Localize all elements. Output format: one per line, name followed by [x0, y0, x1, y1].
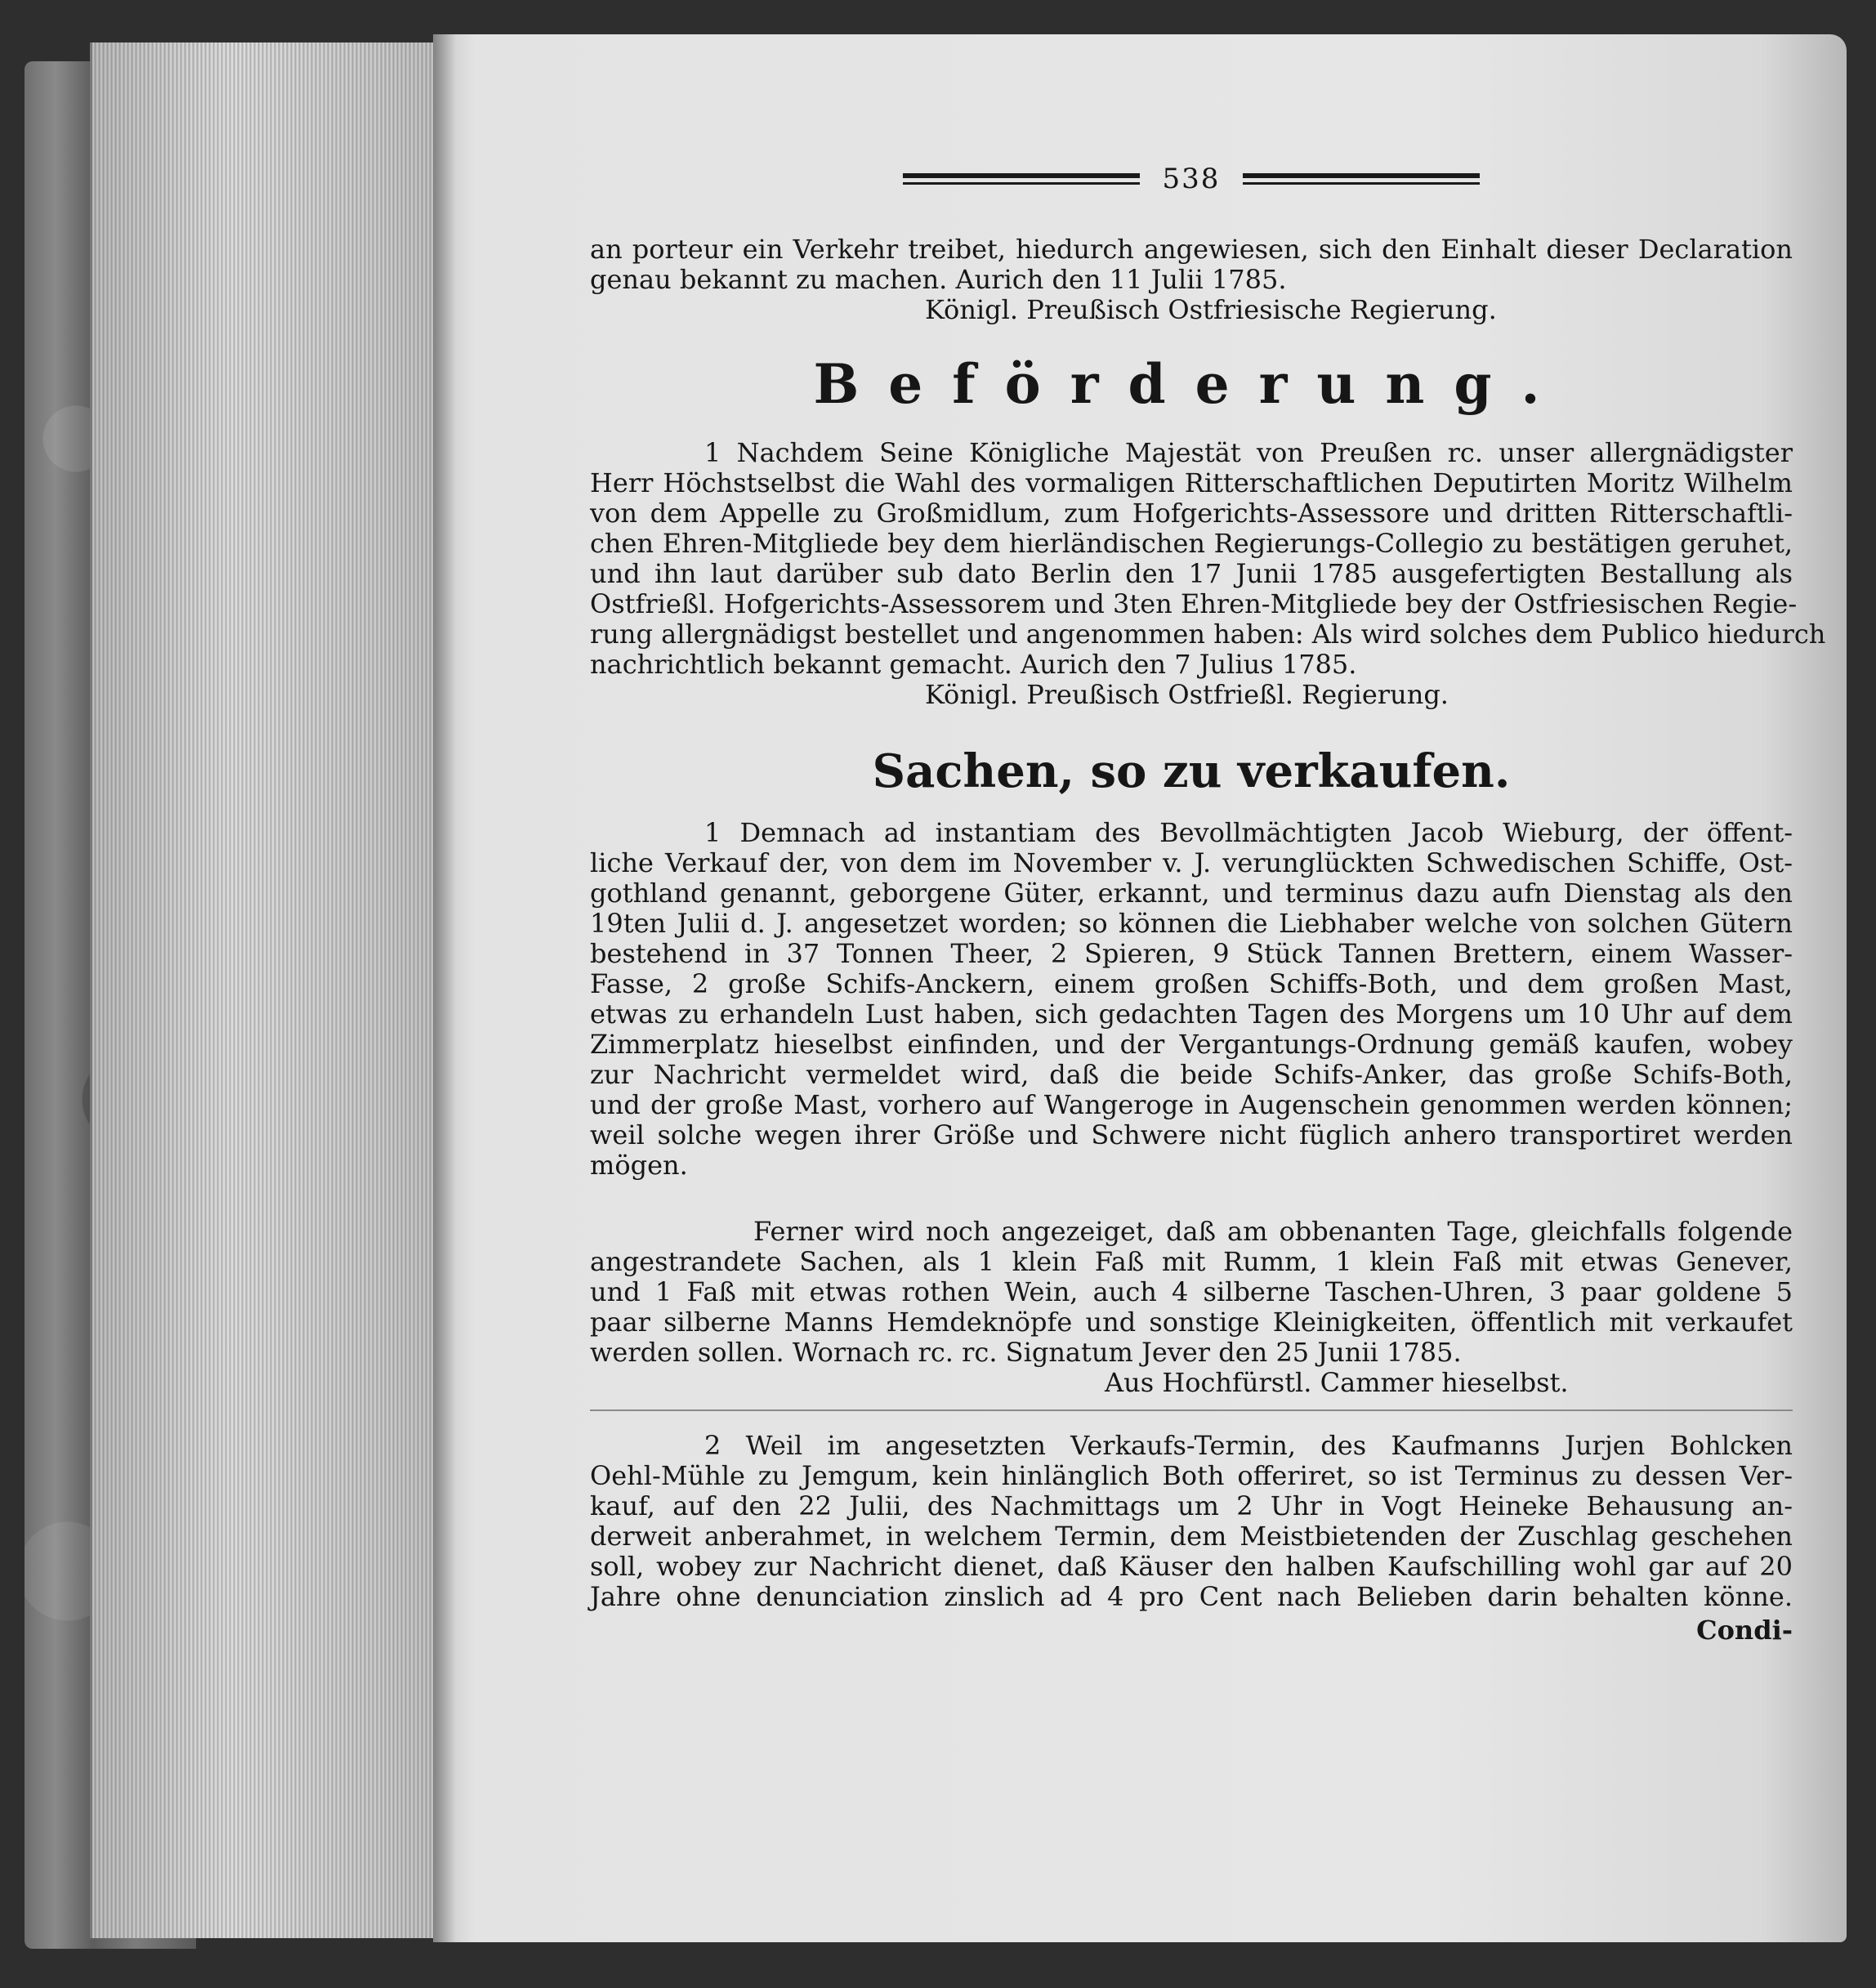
text-line: derweit anberahmet, in welchem Termin, dem Meistbietenden der Zuschlag geschehen — [590, 1521, 1793, 1552]
text-line: Herr Höchstselbst die Wahl des vormaligen Ritterschaftlichen Deputirten Moritz Wilhelm — [590, 467, 1793, 498]
text-line: gothland genannt, geborgene Güter, erkannt, und terminus dazu aufn Dienstag als den — [590, 878, 1793, 909]
text-line: an porteur ein Verkehr treibet, hiedurch angewiesen, sich den Einhalt dieser Declaration — [590, 234, 1793, 265]
text-line: 2 Weil im angesetzten Verkaufs-Termin, des Kaufmanns Jurjen Bohlcken — [704, 1430, 1793, 1461]
header-rule-right — [1243, 173, 1480, 185]
section-heading-befoerderung: Beförderung. — [813, 352, 1570, 416]
text-line: mögen. — [590, 1150, 688, 1181]
catchword: Condi- — [1696, 1615, 1793, 1646]
text-line: 1 Nachdem Seine Königliche Majestät von Preußen rc. unser allergnädigster — [704, 437, 1793, 468]
signature: Königl. Preußisch Ostfrießl. Regierung. — [925, 679, 1449, 710]
text-line: werden sollen. Wornach rc. rc. Signatum Jever den 25 Junii 1785. — [590, 1337, 1462, 1368]
section-heading-sachen: Sachen, so zu verkaufen. — [872, 744, 1511, 798]
text-line: und der große Mast, vorhero auf Wangeroge in Augenschein genommen werden können; — [590, 1089, 1793, 1120]
gutter-shadow — [433, 34, 456, 1942]
text-line: chen Ehren-Mitgliede bey dem hierländischen Regierungs-Collegio zu bestätigen geruhet, — [590, 528, 1793, 559]
text-line: Ferner wird noch angezeiget, daß am obbenanten Tage, gleichfalls folgende — [753, 1216, 1793, 1247]
text-line: liche Verkauf der, von dem im November v. J. verunglückten Schwedischen Schiffe, Ost- — [590, 847, 1793, 878]
text-line: von dem Appelle zu Großmidlum, zum Hofgerichts-Assessore und dritten Ritterschaftli- — [590, 498, 1793, 529]
text-line: genau bekannt zu machen. Aurich den 11 Julii 1785. — [590, 264, 1287, 295]
paragraph-gap — [590, 1181, 1793, 1217]
text-line: 1 Demnach ad instantiam des Bevollmächtigten Jacob Wieburg, der öffent- — [704, 817, 1793, 848]
text-line: etwas zu erhandeln Lust haben, sich gedachten Tagen des Morgens um 10 Uhr auf dem — [590, 998, 1793, 1030]
signature: Königl. Preußisch Ostfriesische Regierung. — [925, 294, 1497, 325]
continuation-paragraph — [590, 235, 1793, 325]
text-line: paar silberne Manns Hemdeknöpfe und sonstige Kleinigkeiten, öffentlich mit verkaufet — [590, 1307, 1793, 1338]
text-line: Jahre ohne denunciation zinslich ad 4 pro Cent nach Belieben darin behalten könne. — [590, 1581, 1793, 1612]
page-number: 538 — [1162, 163, 1221, 195]
item2-paragraph — [590, 1431, 1793, 1646]
text-line: kauf, auf den 22 Julii, des Nachmittags um 2 Uhr in Vogt Heineke Behausung an- — [590, 1490, 1793, 1521]
section-divider — [590, 1409, 1793, 1411]
text-line: 19ten Julii d. J. angesetzet worden; so können die Liebhaber welche von solchen Gütern — [590, 908, 1793, 939]
text-line: Fasse, 2 große Schifs-Anckern, einem großen Schiffs-Both, und dem großen Mast, — [590, 968, 1793, 999]
text-line: Ostfrießl. Hofgerichts-Assessorem und 3ten Ehren-Mitgliede bey der Ostfriesischen Regie- — [590, 588, 1798, 619]
signature: Aus Hochfürstl. Cammer hieselbst. — [1105, 1367, 1569, 1398]
section1-paragraph — [590, 437, 1826, 710]
text-line: nachrichtlich bekannt gemacht. Aurich den 7 Julius 1785. — [590, 649, 1357, 680]
text-line: Zimmerplatz hieselbst einfinden, und der Vergantungs-Ordnung gemäß kaufen, wobey — [590, 1029, 1793, 1060]
text-line: bestehend in 37 Tonnen Theer, 2 Spieren, 9 Stück Tannen Brettern, einem Wasser- — [590, 938, 1793, 969]
text-line: rung allergnädigst bestellet und angenommen haben: Als wird solches dem Publico hiedurch — [590, 619, 1826, 650]
header-rule-left — [903, 173, 1140, 185]
page-header — [590, 159, 1793, 199]
text-line: Oehl-Mühle zu Jemgum, kein hinlänglich Both offeriret, so ist Terminus zu dessen Ver- — [590, 1460, 1793, 1491]
text-line: weil solche wegen ihrer Größe und Schwere nicht füglich anhero transportiret werden — [590, 1119, 1793, 1150]
item1b-paragraph — [590, 1217, 1793, 1398]
text-line: und ihn laut darüber sub dato Berlin den 17 Junii 1785 ausgefertigten Bestallung als — [590, 558, 1793, 589]
page-edges — [90, 42, 441, 1938]
text-line: angestrandete Sachen, als 1 klein Faß mit Rumm, 1 klein Faß mit etwas Genever, — [590, 1246, 1793, 1277]
item1-paragraph — [590, 818, 1793, 1181]
text-line: soll, wobey zur Nachricht dienet, daß Käuser den halben Kaufschilling wohl gar auf 20 — [590, 1551, 1793, 1582]
text-line: und 1 Faß mit etwas rothen Wein, auch 4 silberne Taschen-Uhren, 3 paar goldene 5 — [590, 1276, 1793, 1307]
page-content — [590, 159, 1826, 1646]
text-line: zur Nachricht vermeldet wird, daß die beide Schifs-Anker, das große Schifs-Both, — [590, 1059, 1793, 1090]
page-edges-shade — [92, 42, 441, 1938]
